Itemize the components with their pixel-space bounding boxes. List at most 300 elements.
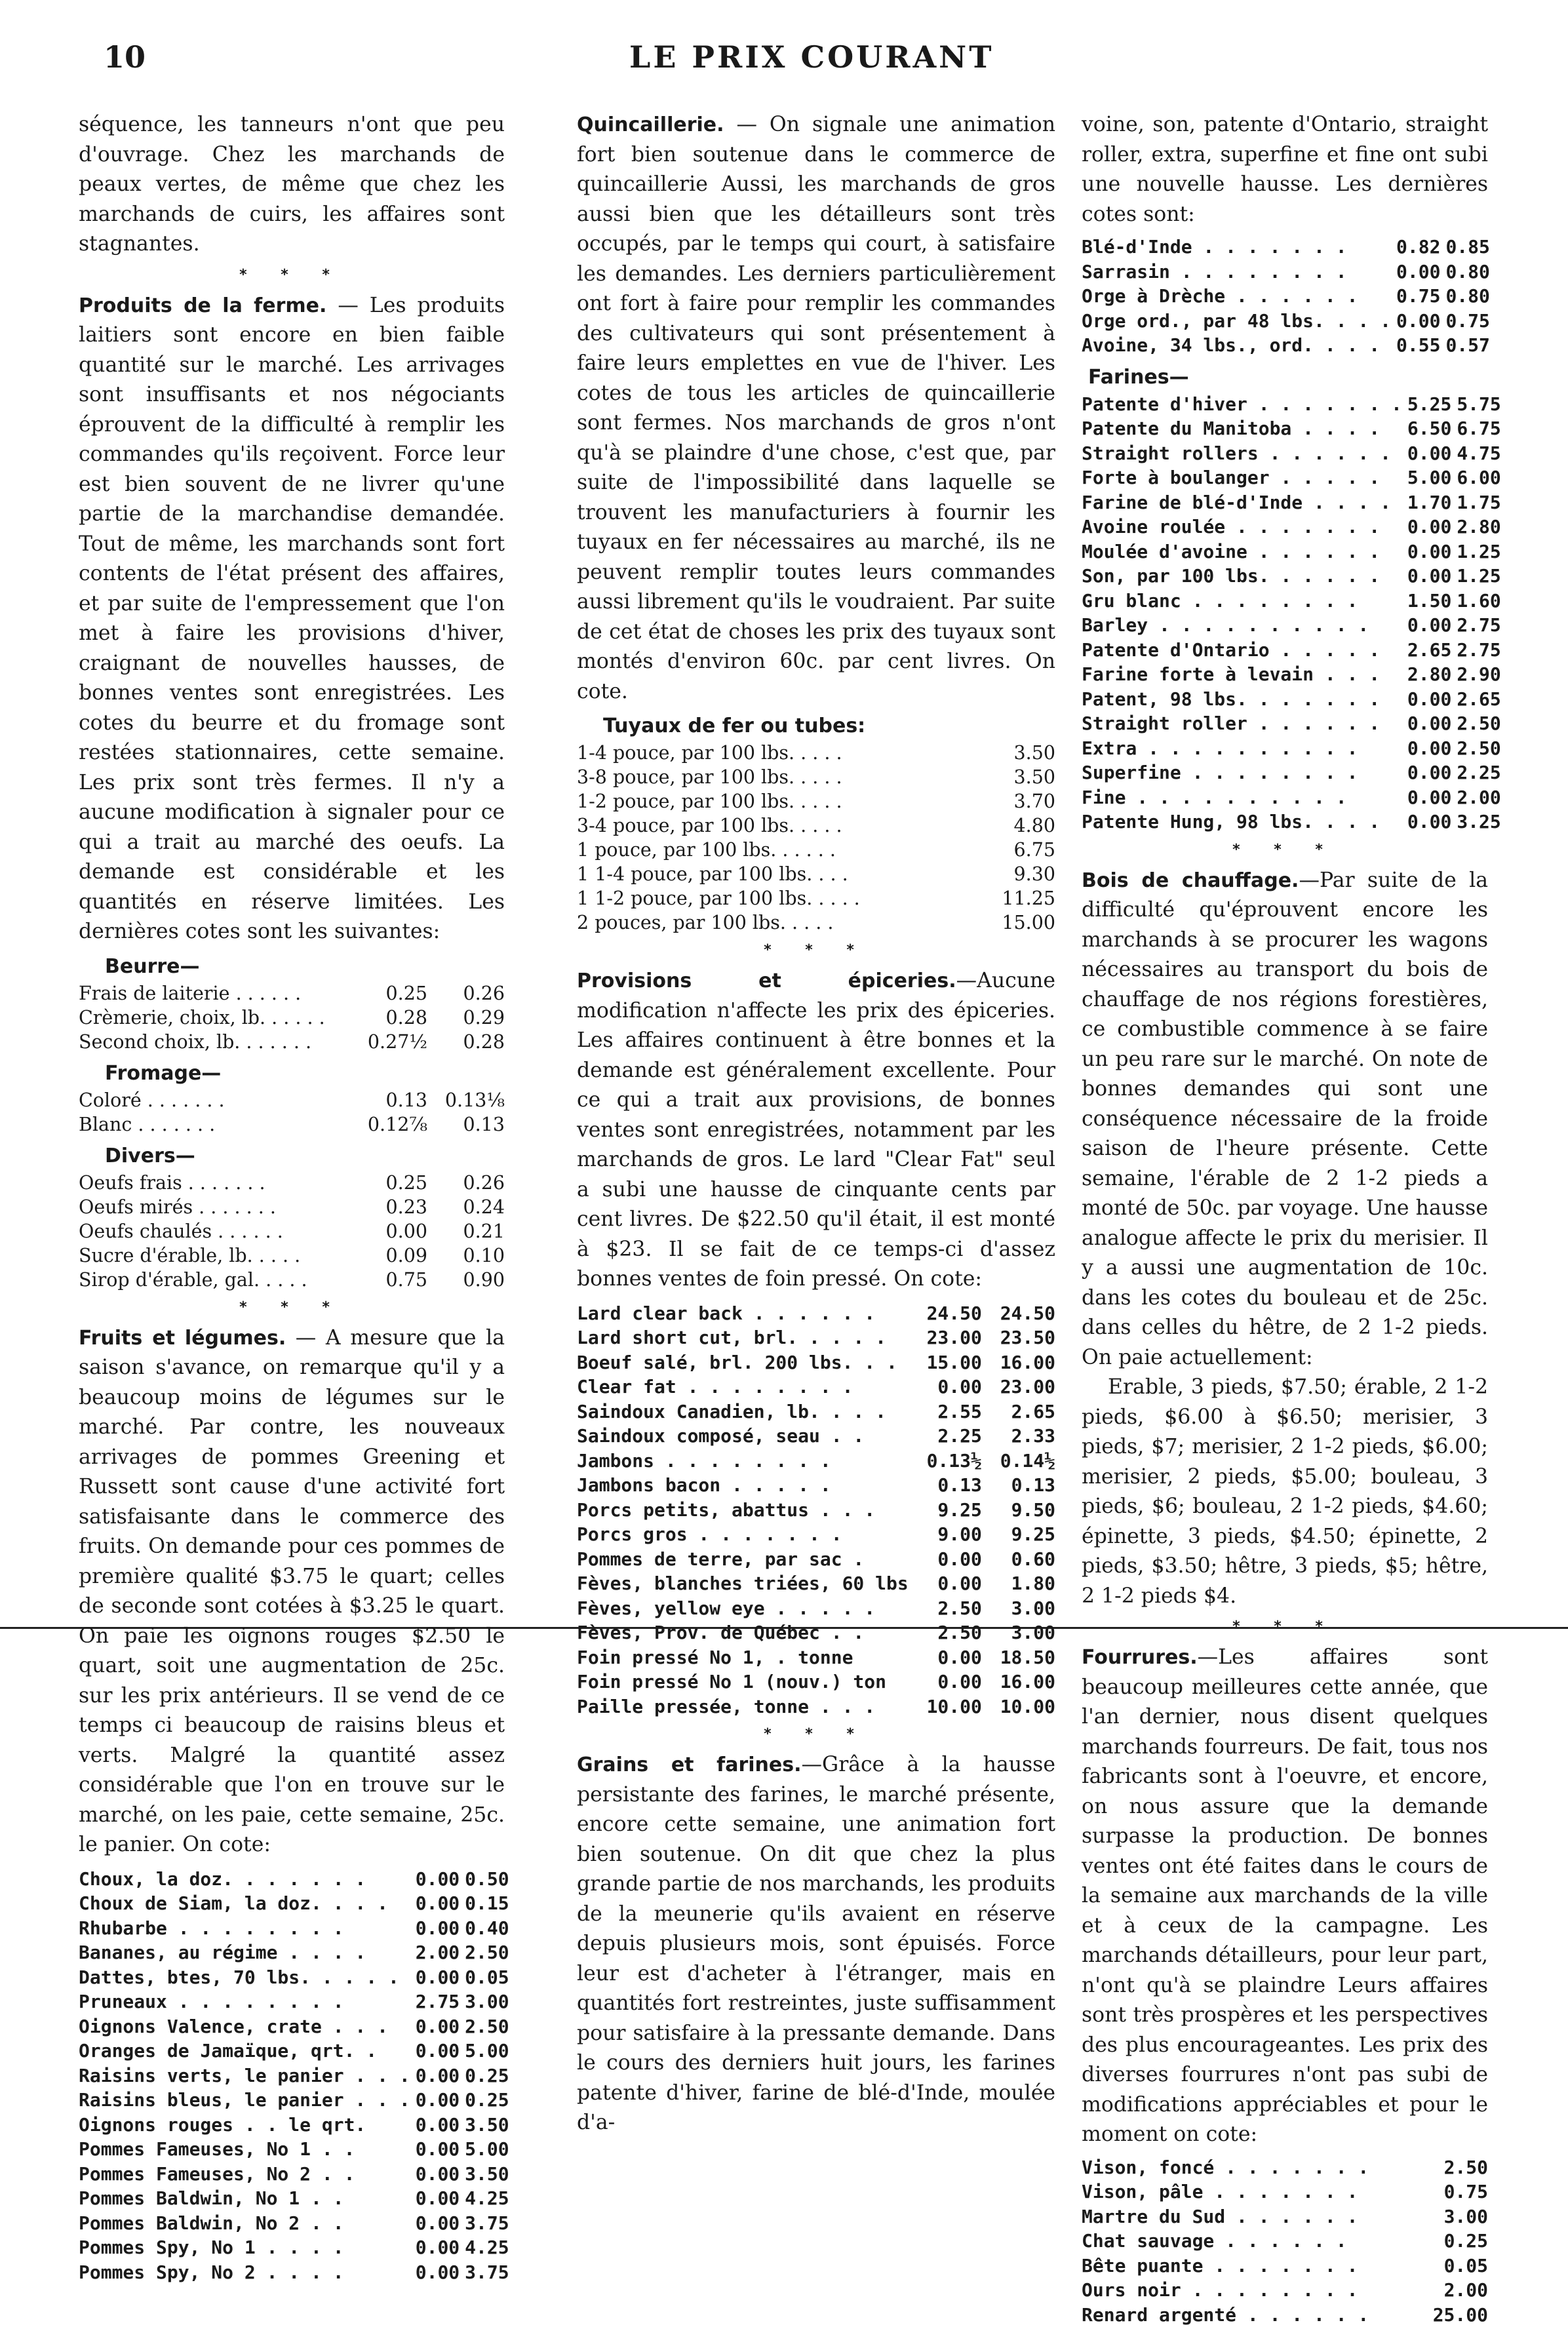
price-low: 0.00 [1402, 785, 1451, 810]
price-low: 0.23 [350, 1195, 427, 1219]
price-low: 0.00 [1402, 515, 1451, 539]
table-row [1082, 589, 1501, 614]
price-high: 0.25 [460, 2088, 509, 2113]
item-label: Pommes Fameuses, No 1 . . [79, 2137, 410, 2162]
table-row [79, 2113, 509, 2138]
price-low: 0.28 [350, 1006, 427, 1030]
item-label: Moulée d'avoine . . . . . . [1082, 539, 1402, 564]
price-high: 9.50 [982, 1498, 1055, 1523]
table-row [577, 765, 1055, 789]
table-row [79, 1989, 509, 2014]
article-provisions [577, 966, 1055, 1295]
price-low: 24.50 [909, 1301, 982, 1326]
item-label: Fèves, Prov. de Québec . . [577, 1620, 909, 1645]
price-low: 0.75 [1391, 284, 1440, 309]
column-2 [577, 110, 1055, 2138]
item-label: Sucre d'érable, lb. . . . . [79, 1243, 350, 1268]
price-high: 1.60 [1451, 589, 1500, 614]
item-label: Choux, la doz. . . . . . . [79, 1867, 410, 1892]
price-low: 0.25 [350, 1171, 427, 1195]
price-high: 4.25 [460, 2235, 509, 2260]
table-row [79, 2014, 509, 2039]
price-low: 3.00 [1407, 2204, 1488, 2229]
section-separator: * * * [79, 1292, 505, 1323]
table-row [79, 2211, 509, 2236]
price-high: 2.00 [1451, 785, 1500, 810]
table-row [577, 1596, 1055, 1621]
price-high: 2.75 [1451, 638, 1500, 663]
price-table-provisions [577, 1301, 1055, 1719]
table-row [79, 1219, 505, 1243]
item-label: Farine de blé-d'Inde . . . . [1082, 490, 1402, 515]
item-label: Paille pressée, tonne . . . [577, 1694, 909, 1719]
article-body: — A mesure que la saison s'avance, on remarque qu'il y a beaucoup moins de légumes sur le marché. Par contre, les nouveaux arrivages de pommes Greening et Russett sont cause d'une activité fort satisfaisante dans le commerce des fruits. On demande pour ces pommes de première qualité $3.75 le quart; celles de seconde sont cotées à $3.25 le quart. On paie les oignons rouges $2.50 le quart, soit une augmentation de 25c. sur les prix antérieurs. Il se vend de ce temps ci beaucoup de raisins bleus et verts. Malgré la quantité assez considérable que l'on en trouve sur le marché, on les paie, cette semaine, 25c. le panier. On cote: [79, 1326, 505, 1857]
item-label: Farine forte à levain . . . [1082, 662, 1402, 687]
item-label: Barley . . . . . . . . . . [1082, 613, 1402, 638]
price-low: 0.05 [1407, 2254, 1488, 2278]
item-label: Avoine, 34 lbs., ord. . . . [1082, 333, 1391, 358]
article-body: — On signale une animation fort bien soutenue dans le commerce de quincaillerie Aussi, les marchands de gros aussi bien que les détailleurs sont très occupés, par le temps qui court, à satisfaire les demandes. Les derniers particulièrement ont fort à faire pour remplir les commandes des cultivateurs qui sont présentement à faire leurs emplettes en vue de l'hiver. Les cotes de tous les articles de quincaillerie sont fermes. Nos marchands de gros n'ont qu'à se plaindre d'une chose, c'est que, par suite de l'impossibilité dans laquelle se trouvent les manufacturiers à fournir les tuyaux en fer nécessaires au marché, ils ne peuvent remplir toutes leurs commandes aussi librement qu'ils le voudraient. Par suite de cet état de choses les prix des tuyaux sont montés d'environ 60c. par cent livres. On cote. [577, 113, 1055, 703]
article-body: —Par suite de la difficulté qu'éprouvent encore les marchands à se procurer les wagons nécessaires au transport du bois de chauffage de nos régions forestières, ce combustible commence à se faire un peu rare sur le marché. On note de bonnes demandes qui sont une conséquence nécessaire de la froide saison de l'heure présente. Cette semaine, l'érable de 2 1-2 pieds a monté de 50c. par voyage. Une hausse analogue affecte le prix du merisier. Il y a aussi une augmentation de 10c. dans les cotes du bouleau et de 25c. dans celles du hêtre, de 2 1-2 pieds. On paie actuellement: [1082, 869, 1488, 1369]
price-low: 0.00 [1391, 309, 1440, 334]
table-row [79, 1940, 509, 1965]
item-label: Saindoux Canadien, lb. . . . [577, 1399, 909, 1424]
price-high: 0.26 [427, 981, 505, 1006]
table-row [1082, 2278, 1488, 2303]
price-high: 1.25 [1451, 564, 1500, 589]
table-row [79, 2063, 509, 2088]
article-body: —Grâce à la hausse persistante des farines, le marché présente, encore cette semaine, une animation fort bien soutenue. On dit que chez la plus grande partie de nos marchands, les produits de la meunerie qu'ils avaient en réserve depuis plusieurs mois, sont épuisés. Force leur est d'acheter à l'étranger, mais en quantités fort restreintes, juste suffisamment pour satisfaire à la pressante demande. Dans le cours des derniers huit jours, les farines patente d'hiver, farine de blé-d'Inde, moulée d'a- [577, 1753, 1055, 2134]
price-high: 2.50 [460, 1940, 509, 1965]
price-high: 3.00 [460, 1989, 509, 2014]
price-high: 2.50 [1451, 736, 1500, 761]
table-row [1082, 235, 1490, 260]
item-label: Frais de laiterie . . . . . . [79, 981, 350, 1006]
item-label: Sirop d'érable, gal. . . . . [79, 1268, 350, 1292]
price-low: 0.00 [1402, 687, 1451, 712]
table-row [577, 813, 1055, 838]
table-row [79, 1171, 505, 1195]
table-row [577, 1498, 1055, 1523]
item-label: Vison, pâle . . . . . . . [1082, 2180, 1407, 2204]
table-row [1082, 465, 1501, 490]
price-table-fourrures [1082, 2155, 1488, 2327]
item-label: Superfine . . . . . . . . [1082, 760, 1402, 785]
page-number: 10 [104, 39, 146, 75]
price-high: 2.50 [460, 2014, 509, 2039]
table-row [577, 886, 1055, 910]
page-header [0, 34, 1568, 80]
table-row [79, 1195, 505, 1219]
article-body: — Les produits laitiers sont encore en bien faible quantité sur le marché. Les arrivages sont insuffisants et nos négociants éprouvent de la difficulté à remplir les commandes qu'ils reçoivent. Force leur est bien souvent de ne livrer qu'une partie de la marchandise demandée. Tout de même, les marchands sont fort contents de l'état présent des affaires, et par suite de l'empressement que l'on met à faire les provisions d'hiver, craignant de nouvelles hausses, de bonnes ventes sont enregistrées. Les cotes du beurre et du fromage sont restées stationnaires, cette semaine. Les prix sont très fermes. Il n'y a aucune modification à signaler pour ce qui a trait au marché des oeufs. La demande est considérable et les quantités en réserve limitées. Les dernières cotes sont les suivantes: [79, 294, 505, 944]
price-high: 0.13⅛ [427, 1088, 505, 1112]
item-label: Crèmerie, choix, lb. . . . . . [79, 1006, 350, 1030]
price-high: 0.60 [982, 1547, 1055, 1572]
table-row [1082, 613, 1501, 638]
price-high: 16.00 [982, 1670, 1055, 1694]
table-row [1082, 810, 1501, 834]
table-row [577, 910, 1055, 935]
price-high: 0.26 [427, 1171, 505, 1195]
table-row [79, 2260, 509, 2285]
item-label: 1 1-2 pouce, par 100 lbs. . . . . [577, 886, 978, 910]
item-label: Pommes Baldwin, No 2 . . [79, 2211, 410, 2236]
table-subheading: Tuyaux de fer ou tubes: [603, 712, 1055, 741]
item-label: Martre du Sud . . . . . . [1082, 2204, 1407, 2229]
price-high: 5.00 [460, 2137, 509, 2162]
table-row [577, 1375, 1055, 1399]
price-low: 0.13½ [909, 1449, 982, 1474]
price-table-beurre [79, 981, 505, 1054]
item-label: Extra . . . . . . . . . . [1082, 736, 1402, 761]
price-low: 0.00 [1391, 260, 1440, 284]
table-row [577, 1670, 1055, 1694]
price-low: 0.75 [350, 1268, 427, 1292]
item-label: Sarrasin . . . . . . . . [1082, 260, 1391, 284]
table-row [1082, 539, 1501, 564]
price-low: 2.25 [909, 1424, 982, 1449]
article-grains-farines [577, 1750, 1055, 2138]
price-high: 3.00 [982, 1596, 1055, 1621]
price-low: 0.00 [410, 1891, 460, 1916]
item-label: Fèves, yellow eye . . . . . [577, 1596, 909, 1621]
article-fourrures [1082, 1643, 1488, 2150]
table-row [1082, 392, 1501, 417]
item-label: Orge à Drèche . . . . . . [1082, 284, 1391, 309]
table-row [1082, 2204, 1488, 2229]
price-high: 23.00 [982, 1375, 1055, 1399]
item-label: Pommes de terre, par sac . [577, 1547, 909, 1572]
price-low: 15.00 [978, 910, 1055, 935]
table-row [79, 1268, 505, 1292]
price-high: 3.75 [460, 2211, 509, 2236]
item-label: 3-8 pouce, par 100 lbs. . . . . [577, 765, 978, 789]
table-row [1082, 2303, 1488, 2327]
table-row [577, 1473, 1055, 1498]
price-high: 0.85 [1440, 235, 1489, 260]
table-row [577, 1350, 1055, 1375]
price-low: 0.00 [410, 1867, 460, 1892]
table-row [1082, 760, 1501, 785]
table-row [1082, 638, 1501, 663]
table-row [577, 1449, 1055, 1474]
intro-paragraph: séquence, les tanneurs n'ont que peu d'ouvrage. Chez les marchands de peaux vertes, de même que chez les marchands de cuirs, les affaires sont stagnantes. [79, 110, 505, 260]
table-row [1082, 490, 1501, 515]
table-row [1082, 2180, 1488, 2204]
price-low: 0.00 [410, 2137, 460, 2162]
item-label: 3-4 pouce, par 100 lbs. . . . . [577, 813, 978, 838]
price-low: 0.00 [410, 2113, 460, 2138]
item-label: Saindoux composé, seau . . [577, 1424, 909, 1449]
item-label: Forte à boulanger . . . . . [1082, 465, 1402, 490]
table-row [79, 1867, 509, 1892]
item-label: Patente d'Ontario . . . . . [1082, 638, 1402, 663]
item-label: Jambons bacon . . . . . [577, 1473, 909, 1498]
article-body: —Aucune modification n'affecte les prix des épiceries. Les affaires continuent à être bonnes et la demande est généralement excellente. Pour ce qui a trait aux provisions, de bonnes ventes sont enregistrées, notamment par les marchands de gros. Le lard "Clear Fat" seul a subi une hausse de cinquante cents par cent livres. De $22.50 qu'il était, il est monté à $23. Il se fait de ce temps-ci d'assez bonnes ventes de foin pressé. On cote: [577, 969, 1055, 1291]
price-low: 0.00 [410, 2014, 460, 2039]
price-high: 1.75 [1451, 490, 1500, 515]
price-low: 0.00 [1402, 539, 1451, 564]
table-row [1082, 687, 1501, 712]
price-low: 0.00 [410, 2162, 460, 2187]
price-low: 0.09 [350, 1243, 427, 1268]
price-high: 0.14½ [982, 1449, 1055, 1474]
table-row [1082, 309, 1490, 334]
price-high: 0.80 [1440, 284, 1489, 309]
item-label: Oignons rouges . . le qrt. [79, 2113, 410, 2138]
price-low: 3.50 [978, 741, 1055, 765]
item-label: Vison, foncé . . . . . . . [1082, 2155, 1407, 2180]
table-row [577, 1424, 1055, 1449]
price-low: 10.00 [909, 1694, 982, 1719]
price-low: 25.00 [1407, 2303, 1488, 2327]
article-heading: Produits de la ferme. [79, 294, 326, 317]
price-low: 0.00 [1402, 711, 1451, 736]
price-high: 2.50 [1451, 711, 1500, 736]
item-label: 1-2 pouce, par 100 lbs. . . . . [577, 789, 978, 813]
article-heading: Fruits et légumes. [79, 1327, 286, 1350]
article-quincaillerie [577, 110, 1055, 707]
table-row [577, 789, 1055, 813]
price-low: 0.55 [1391, 333, 1440, 358]
table-row [1082, 662, 1501, 687]
table-row [577, 1645, 1055, 1670]
price-low: 6.75 [978, 838, 1055, 862]
section-separator: * * * [577, 935, 1055, 966]
item-label: Straight rollers . . . . . . [1082, 441, 1402, 466]
price-low: 0.00 [350, 1219, 427, 1243]
price-low: 2.50 [909, 1620, 982, 1645]
price-low: 15.00 [909, 1350, 982, 1375]
table-row [1082, 564, 1501, 589]
table-row [79, 2162, 509, 2187]
price-low: 0.27½ [350, 1030, 427, 1054]
item-label: Clear fat . . . . . . . . [577, 1375, 909, 1399]
item-label: Oignons Valence, crate . . . [79, 2014, 410, 2039]
section-separator: * * * [79, 260, 505, 291]
price-low: 2.50 [909, 1596, 982, 1621]
table-row [577, 1547, 1055, 1572]
price-low: 23.00 [909, 1325, 982, 1350]
table-row [1082, 785, 1501, 810]
item-label: Second choix, lb. . . . . . . [79, 1030, 350, 1054]
price-low: 5.00 [1402, 465, 1451, 490]
table-row [1082, 284, 1490, 309]
bois-price-list: Erable, 3 pieds, $7.50; érable, 2 1-2 pieds, $6.00 à $6.50; merisier, 3 pieds, $7; merisier, 2 1-2 pieds, $6.00; merisier, 2 pieds, $5.00; bouleau, 3 pieds, $6; bouleau, 2 1-2 pieds, $4.60; épinette, 3 pieds, $4.50; épinette, 2 pieds, $3.50; hêtre, 3 pieds, $5; hêtre, 2 1-2 pieds $4. [1082, 1373, 1488, 1611]
price-low: 0.00 [1402, 441, 1451, 466]
price-low: 9.30 [978, 862, 1055, 886]
table-subheading: Farines— [1088, 363, 1488, 392]
column-1 [79, 110, 505, 2284]
item-label: Lard clear back . . . . . . [577, 1301, 909, 1326]
price-low: 0.00 [1402, 736, 1451, 761]
item-label: Lard short cut, brl. . . . . [577, 1325, 909, 1350]
price-low: 2.00 [410, 1940, 460, 1965]
table-row [1082, 515, 1501, 539]
price-high: 0.50 [460, 1867, 509, 1892]
item-label: Pommes Baldwin, No 1 . . [79, 2186, 410, 2211]
item-label: Dattes, btes, 70 lbs. . . . . [79, 1965, 410, 1990]
item-label: Oeufs mirés . . . . . . . [79, 1195, 350, 1219]
price-low: 0.00 [909, 1670, 982, 1694]
price-high: 10.00 [982, 1694, 1055, 1719]
price-high: 0.25 [460, 2063, 509, 2088]
price-high: 0.13 [982, 1473, 1055, 1498]
price-low: 0.25 [1407, 2229, 1488, 2254]
section-separator: * * * [1082, 1611, 1488, 1643]
price-high: 18.50 [982, 1645, 1055, 1670]
price-high: 2.33 [982, 1424, 1055, 1449]
table-row [79, 1243, 505, 1268]
item-label: 2 pouces, par 100 lbs. . . . . [577, 910, 978, 935]
section-separator: * * * [577, 1719, 1055, 1750]
price-low: 11.25 [978, 886, 1055, 910]
price-high: 2.90 [1451, 662, 1500, 687]
price-high: 16.00 [982, 1350, 1055, 1375]
table-row [79, 1030, 505, 1054]
price-low: 0.00 [410, 2088, 460, 2113]
table-row [1082, 2254, 1488, 2278]
item-label: Ours noir . . . . . . . . [1082, 2278, 1407, 2303]
table-row [79, 2137, 509, 2162]
item-label: Fine . . . . . . . . . . [1082, 785, 1402, 810]
price-high: 0.21 [427, 1219, 505, 1243]
item-label: Oeufs chaulés . . . . . . [79, 1219, 350, 1243]
table-row [577, 1571, 1055, 1596]
price-high: 3.50 [460, 2113, 509, 2138]
item-label: Chat sauvage . . . . . . [1082, 2229, 1407, 2254]
price-high: 6.00 [1451, 465, 1500, 490]
price-high: 0.28 [427, 1030, 505, 1054]
price-low: 0.00 [410, 2063, 460, 2088]
price-low: 0.00 [1402, 760, 1451, 785]
article-heading: Fourrures. [1082, 1646, 1198, 1669]
item-label: Porcs petits, abattus . . . [577, 1498, 909, 1523]
price-high: 0.13 [427, 1112, 505, 1137]
article-continuation: voine, son, patente d'Ontario, straight roller, extra, superfine et fine ont subi une nouvelle hausse. Les dernières cotes sont: [1082, 110, 1488, 229]
table-row [79, 1916, 509, 1941]
price-high: 0.15 [460, 1891, 509, 1916]
item-label: 1-4 pouce, par 100 lbs. . . . . [577, 741, 978, 765]
item-label: Oeufs frais . . . . . . . [79, 1171, 350, 1195]
item-label: Foin pressé No 1 (nouv.) ton [577, 1670, 909, 1694]
price-low: 0.13 [909, 1473, 982, 1498]
article-bois-chauffage [1082, 866, 1488, 1373]
price-low: 9.25 [909, 1498, 982, 1523]
article-body: —Les affaires sont beaucoup meilleures cette année, que l'an dernier, nous disent quelques marchands fourreurs. De fait, tous nos fabricants sont à l'oeuvre, et encore, on nous assure que la demande surpasse la production. De bonnes ventes ont été faites dans le cours de la semaine aux marchands de la ville et à ceux de la campagne. Les marchands détailleurs, pour leur part, n'ont qu'à se plaindre Leurs affaires sont très prospères et les perspectives des plus encourageantes. Les prix des diverses fourrures n'ont pas subi de modifications appréciables et pour le moment on cote: [1082, 1645, 1488, 2146]
price-high: 3.00 [982, 1620, 1055, 1645]
price-high: 2.65 [982, 1399, 1055, 1424]
price-high: 0.24 [427, 1195, 505, 1219]
price-low: 0.25 [350, 981, 427, 1006]
article-heading: Grains et farines. [577, 1753, 802, 1776]
price-low: 2.80 [1402, 662, 1451, 687]
item-label: Patente Hung, 98 lbs. . . . [1082, 810, 1402, 834]
price-table-fromage [79, 1088, 505, 1137]
table-row [577, 741, 1055, 765]
table-row [79, 2186, 509, 2211]
item-label: Patente d'hiver . . . . . . . [1082, 392, 1402, 417]
item-label: Straight roller . . . . . . [1082, 711, 1402, 736]
price-low: 1.70 [1402, 490, 1451, 515]
price-low: 0.00 [1402, 613, 1451, 638]
publication-title: LE PRIX COURANT [629, 39, 994, 75]
item-label: Avoine roulée . . . . . . . [1082, 515, 1402, 539]
price-high: 2.75 [1451, 613, 1500, 638]
price-table-divers [79, 1171, 505, 1292]
item-label: Foin pressé No 1, . tonne [577, 1645, 909, 1670]
table-subheading: Divers— [105, 1142, 505, 1171]
price-table-farines [1082, 392, 1501, 834]
item-label: Raisins bleus, le panier . . . [79, 2088, 410, 2113]
table-row [79, 2235, 509, 2260]
table-subheading: Beurre— [105, 952, 505, 981]
table-row [1082, 736, 1501, 761]
price-high: 2.80 [1451, 515, 1500, 539]
price-high: 0.40 [460, 1916, 509, 1941]
price-low: 0.00 [909, 1547, 982, 1572]
price-low: 5.25 [1402, 392, 1451, 417]
price-low: 2.75 [410, 1989, 460, 2014]
price-table-fruits [79, 1867, 509, 2285]
item-label: Boeuf salé, brl. 200 lbs. . . [577, 1350, 909, 1375]
table-row [79, 2088, 509, 2113]
item-label: Bête puante . . . . . . . [1082, 2254, 1407, 2278]
item-label: Blé-d'Inde . . . . . . . [1082, 235, 1391, 260]
table-row [1082, 711, 1501, 736]
price-high: 24.50 [982, 1301, 1055, 1326]
item-label: Rhubarbe . . . . . . . . [79, 1916, 410, 1941]
price-low: 0.00 [410, 2186, 460, 2211]
price-high: 3.75 [460, 2260, 509, 2285]
table-row [577, 1301, 1055, 1326]
price-low: 3.50 [978, 765, 1055, 789]
item-label: Patente du Manitoba . . . . [1082, 416, 1402, 441]
price-high: 0.80 [1440, 260, 1489, 284]
item-label: Son, par 100 lbs. . . . . . [1082, 564, 1402, 589]
price-high: 9.25 [982, 1522, 1055, 1547]
table-row [79, 2039, 509, 2063]
price-high: 0.75 [1440, 309, 1489, 334]
table-row [577, 1522, 1055, 1547]
price-high: 23.50 [982, 1325, 1055, 1350]
article-fruits-legumes [79, 1323, 505, 1860]
table-row [577, 1620, 1055, 1645]
article-produits-ferme [79, 291, 505, 947]
article-heading: Provisions et épiceries. [577, 969, 956, 992]
item-label: Porcs gros . . . . . . . [577, 1522, 909, 1547]
item-label: Coloré . . . . . . . [79, 1088, 350, 1112]
item-label: Pruneaux . . . . . . . . [79, 1989, 410, 2014]
table-row [1082, 2229, 1488, 2254]
price-high: 0.29 [427, 1006, 505, 1030]
price-low: 0.00 [410, 1916, 460, 1941]
price-low: 3.70 [978, 789, 1055, 813]
price-high: 3.50 [460, 2162, 509, 2187]
price-low: 0.00 [410, 2260, 460, 2285]
price-high: 4.75 [1451, 441, 1500, 466]
price-low: 0.00 [909, 1571, 982, 1596]
price-low: 0.00 [410, 1965, 460, 1990]
price-low: 4.80 [978, 813, 1055, 838]
price-high: 0.05 [460, 1965, 509, 1990]
price-high: 2.65 [1451, 687, 1500, 712]
price-low: 0.00 [410, 2211, 460, 2236]
table-row [1082, 2155, 1488, 2180]
price-low: 9.00 [909, 1522, 982, 1547]
article-heading: Quincaillerie. [577, 113, 724, 136]
price-low: 2.00 [1407, 2278, 1488, 2303]
